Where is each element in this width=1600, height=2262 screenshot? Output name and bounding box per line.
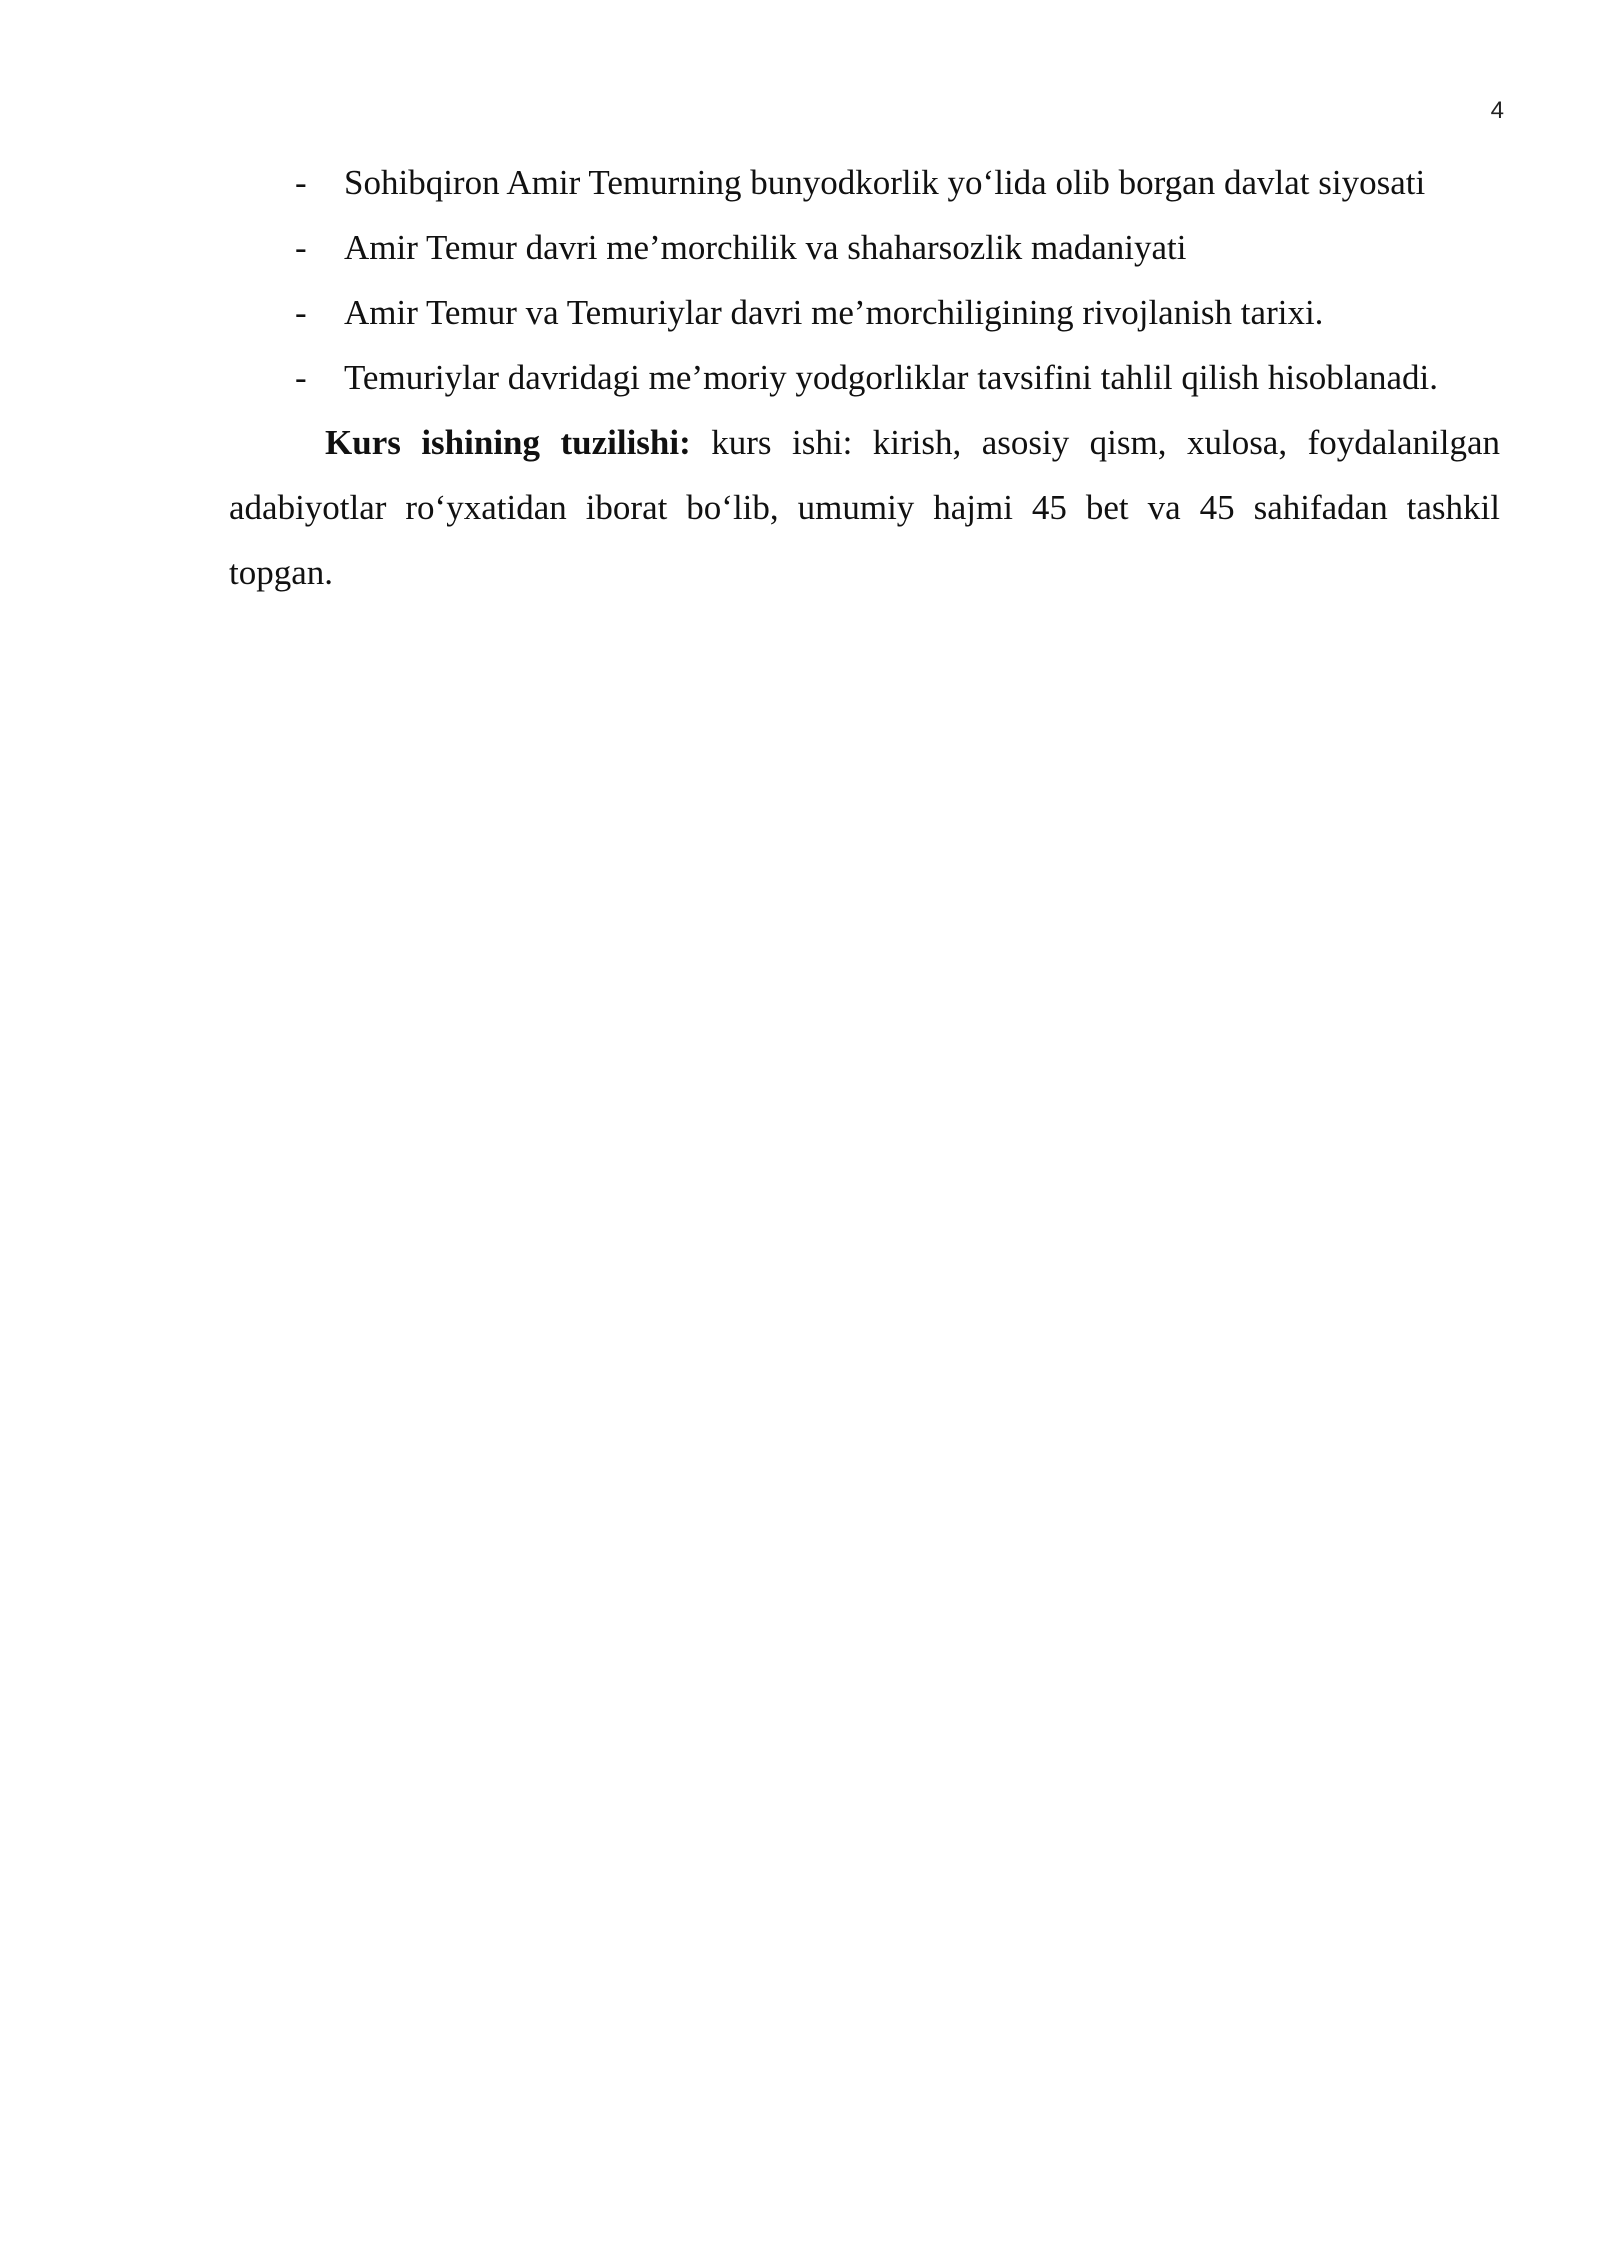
- list-item-text: Amir Temur davri me’morchilik va shaharsozlik madaniyati: [344, 228, 1187, 267]
- list-item: [229, 345, 1500, 410]
- paragraph-lead: Kurs ishining tuzilishi:: [325, 423, 691, 462]
- dash-marker: -: [295, 228, 307, 267]
- dash-marker: -: [295, 293, 307, 332]
- list-item-text: Sohibqiron Amir Temurning bunyodkorlik yo‘lida olib borgan davlat siyosati: [344, 163, 1426, 202]
- objectives-list: [229, 150, 1500, 410]
- paragraph-body: kurs ishi: kirish, asosiy qism, xulosa, foydalanilgan adabiyotlar ro‘yxatidan iborat bo‘lib, umumiy hajmi 45 bet va 45 sahifadan tashkil topgan.: [229, 423, 1500, 592]
- list-item: [229, 150, 1500, 215]
- list-item: [229, 280, 1500, 345]
- page-number: 4: [1490, 97, 1504, 124]
- list-item: [229, 215, 1500, 280]
- dash-marker: -: [295, 163, 307, 202]
- list-item-text: Temuriylar davridagi me’moriy yodgorliklar tavsifini tahlil qilish hisoblanadi.: [344, 358, 1438, 397]
- dash-marker: -: [295, 358, 307, 397]
- structure-paragraph: [229, 410, 1500, 605]
- document-body: [229, 150, 1500, 605]
- list-item-text: Amir Temur va Temuriylar davri me’morchiligining rivojlanish tarixi.: [344, 293, 1324, 332]
